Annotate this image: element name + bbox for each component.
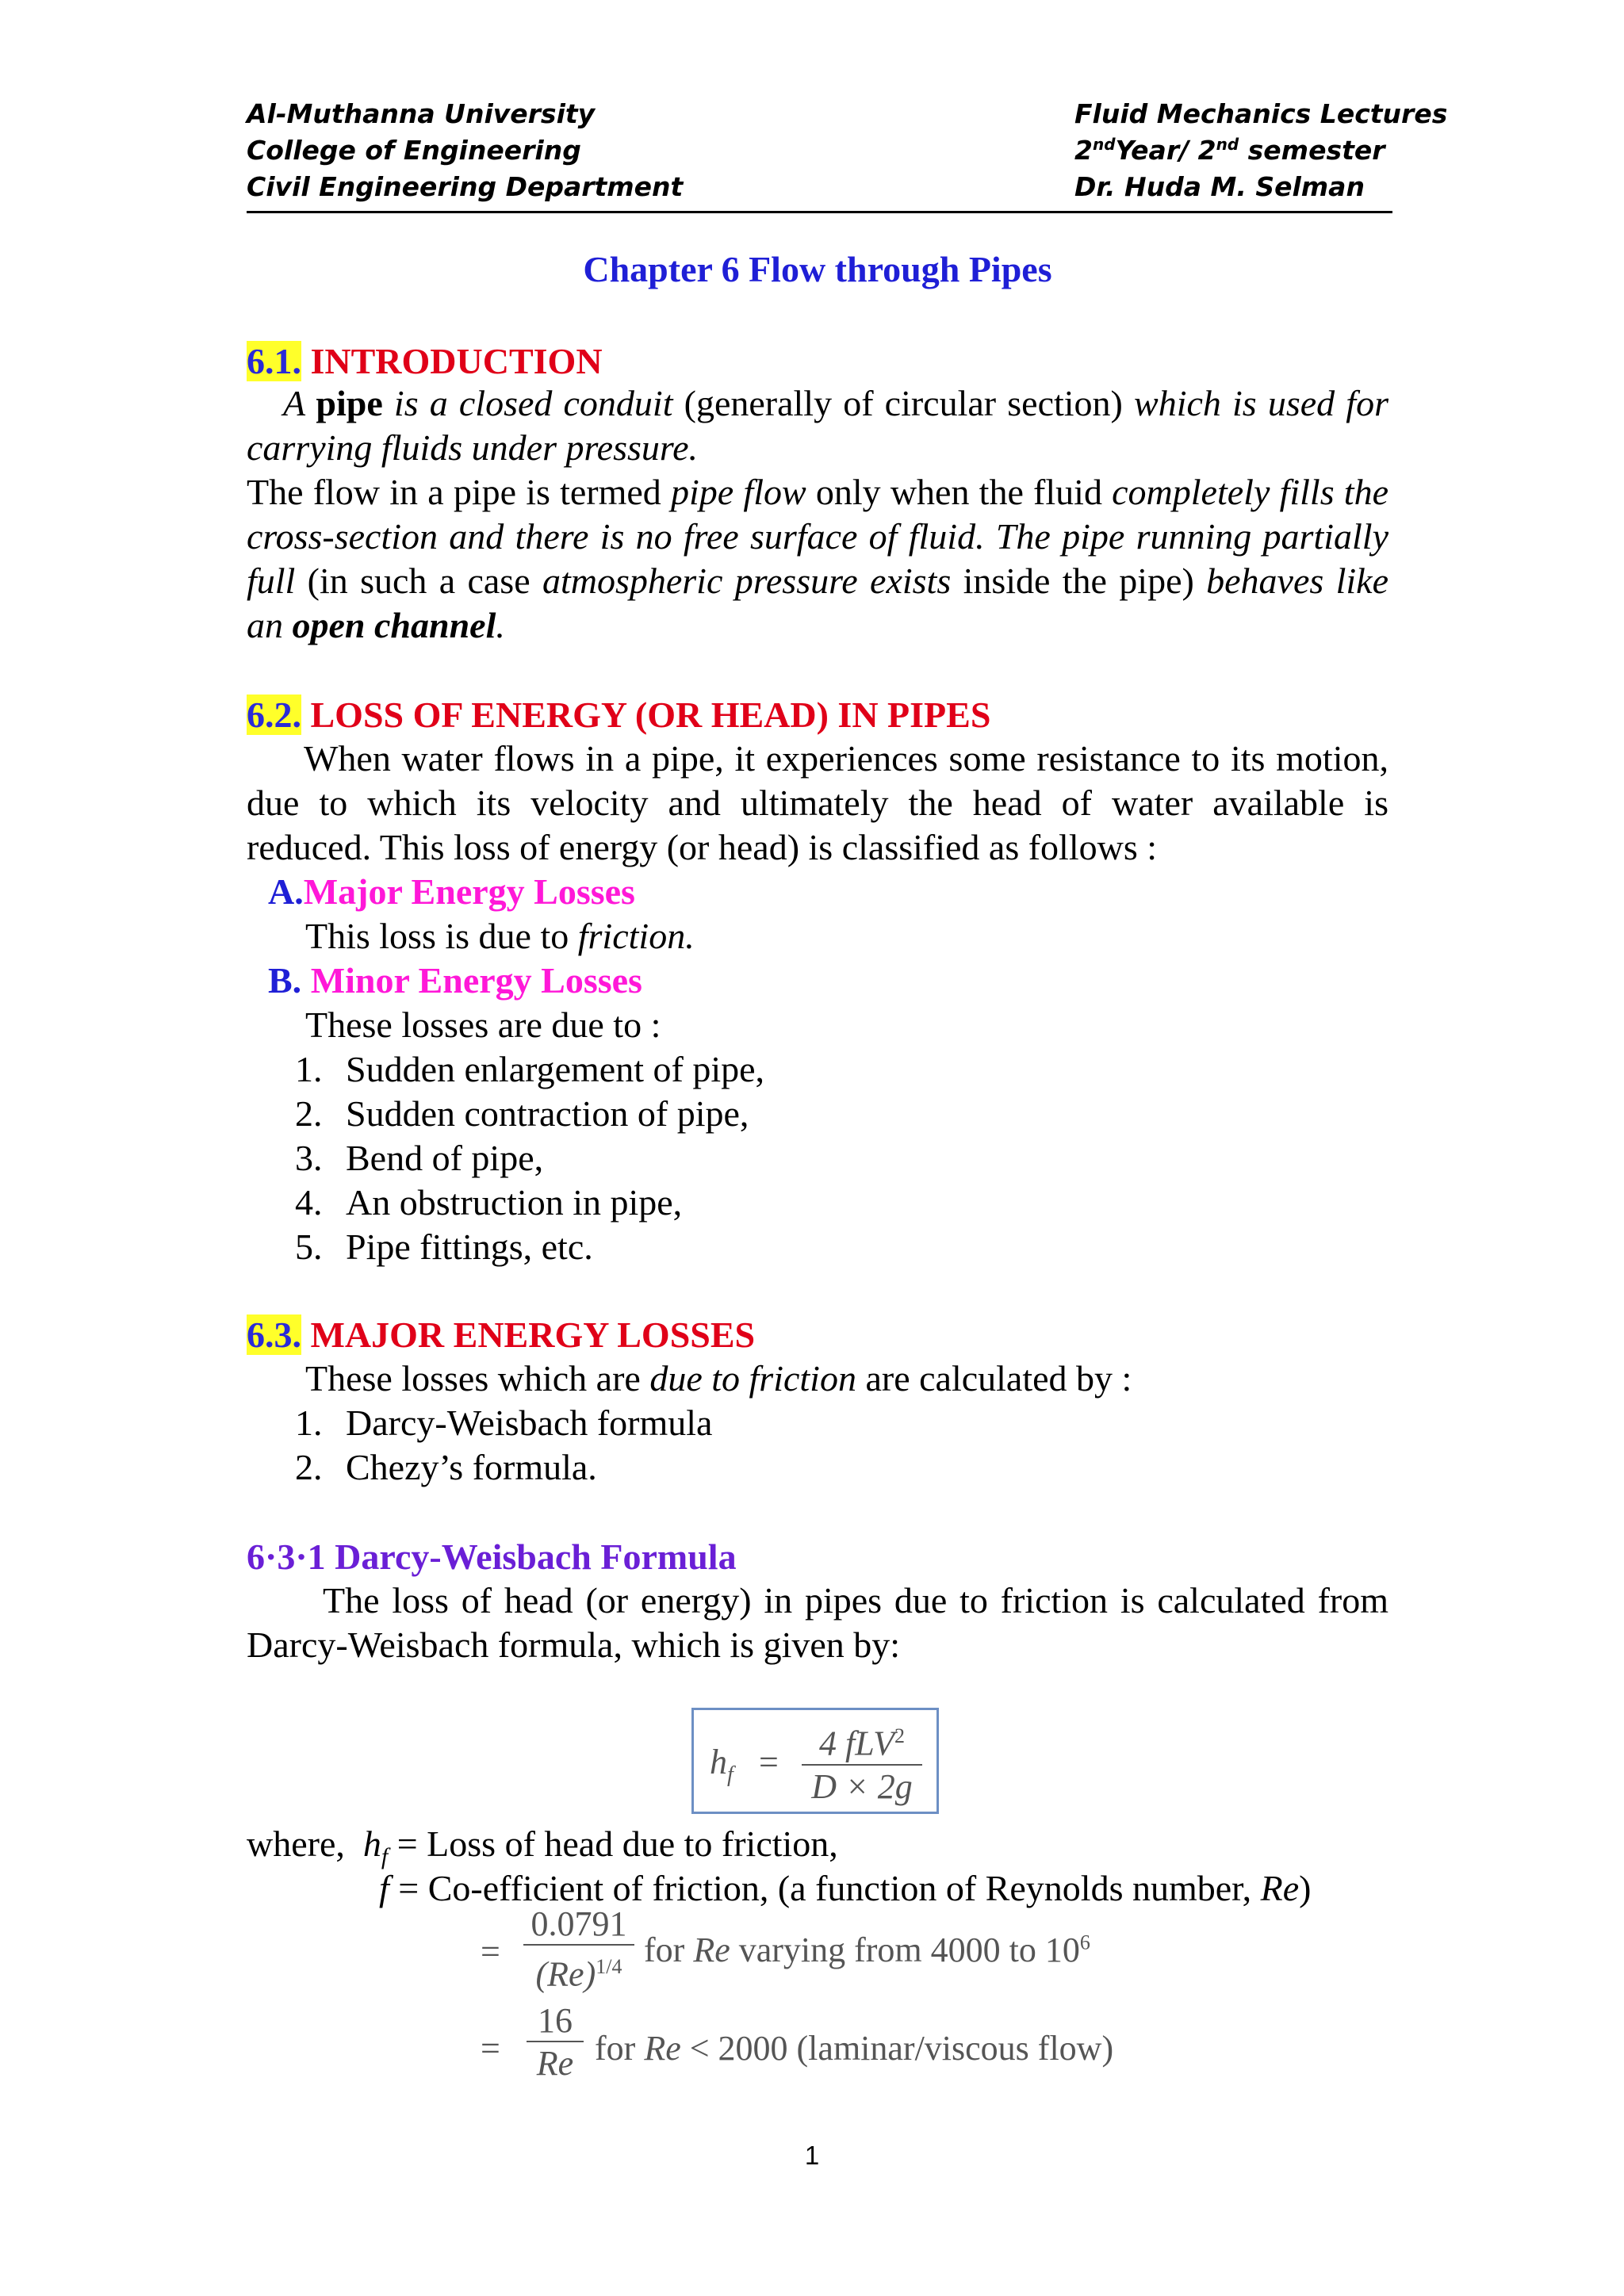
list-item: 1. Sudden enlargement of pipe, — [295, 1049, 765, 1089]
chapter-title: Chapter 6 Flow through Pipes — [583, 249, 1052, 289]
major-losses-intro: These losses which are due to friction are calculated by : — [305, 1358, 1132, 1399]
equation-lhs: $h_f$ — [710, 1743, 733, 1787]
section-number: 6.3. — [247, 1314, 301, 1355]
section-6-3-heading — [247, 1312, 755, 1358]
list-item: 1. Darcy-Weisbach formula — [295, 1402, 713, 1443]
section-number: 6.1. — [247, 341, 301, 381]
where-line-2: f = Co-efficient of friction, (a function of Reynolds number, Re) — [379, 1868, 1312, 1908]
intro-paragraph-2: The flow in a pipe is termed pipe flow only when the fluid completely fills the cross-section and there is no free surface of fluid. The pipe running partially full (in such a case atmospheric pressure exists inside the pipe) behaves like an open channel. — [247, 472, 1389, 645]
intro-paragraph-1: A pipe is a closed conduit (generally of circular section) which is used for carrying fluids under pressure. — [247, 383, 1388, 468]
header-department: Civil Engineering Department — [247, 171, 684, 202]
list-item: 3. Bend of pipe, — [295, 1138, 544, 1178]
equation-fraction: 4 fLV$^2$ D × 2g — [802, 1716, 922, 1808]
section-6-2-heading — [247, 692, 990, 738]
list-item: 4. An obstruction in pipe, — [295, 1182, 683, 1223]
list-item: 5. Pipe fittings, etc. — [295, 1226, 593, 1267]
minor-losses-heading: B. Minor Energy Losses — [268, 960, 642, 1001]
darcy-equation: $h_f$ = 4 fLV$^2$ D × 2g — [691, 1708, 939, 1814]
major-losses-heading: A.Major Energy Losses — [268, 871, 635, 912]
section-number: 6.2. — [247, 695, 301, 735]
major-losses-text: This loss is due to friction. — [305, 916, 695, 956]
loss-paragraph: When water flows in a pipe, it experiences some resistance to its motion, due to which its velocity and ultimately the head of water available is reduced. This loss of energy (or head) is classified as follows : — [247, 738, 1388, 867]
header-left — [247, 96, 683, 205]
list-item: 2. Chezy’s formula. — [295, 1447, 597, 1487]
section-title: LOSS OF ENERGY (OR HEAD) IN PIPES — [301, 695, 991, 735]
page-number: 1 — [804, 2141, 820, 2170]
section-6-1-heading — [247, 339, 603, 385]
where-line-1: where, $h_f$ = Loss of head due to friction, — [247, 1823, 838, 1870]
header-college: College of Engineering — [247, 135, 581, 166]
header-university: Al-Muthanna University — [247, 98, 596, 129]
formulas-list — [295, 1401, 712, 1490]
list-item: 2. Sudden contraction of pipe, — [295, 1093, 749, 1134]
darcy-paragraph: The loss of head (or energy) in pipes due to friction is calculated from Darcy-Weisbach formula, which is given by: — [247, 1580, 1388, 1665]
header-course: Fluid Mechanics Lectures — [1074, 98, 1448, 129]
minor-losses-list — [295, 1047, 764, 1269]
darcy-weisbach-heading: 6·3·1 Darcy-Weisbach Formula — [247, 1536, 737, 1577]
header-divider — [247, 211, 1392, 213]
document-page: Al-Muthanna University College of Engineering Civil Engineering Department Fluid Mechanics Lectures 2ndYear/ 2nd semester Dr. Huda M. Selman Chapter 6 Flow through Pipes 6.1. INTRODUCTION A pipe is a closed conduit (generally of circular section) which is used for carrying fluids under pressure. The flow in a pipe is termed pipe flow only when the fluid completely fills the cross-section and there is no free surface of fluid. The pipe running partially full (in such a case atmospheric pressure exists inside the pipe) behaves like an open channel. 6.2. LOSS OF ENERGY (OR HEAD) IN PIPES When water flows in a pipe, it experiences some resistance to its motion, due to which its velocity and ultimately the head of water available is reduced. This loss of energy (or head) is classified as follows : A.Major Energy Losses This loss is due to friction. B. Minor Energy Losses These losses are due to : 1. Sudden enlargement of pipe, 2. Sudden contraction of pipe, 3. Bend of pipe, 4. An obstruction in pipe, 5. Pipe fittings, etc. 6.3. MAJOR ENERGY LOSSES These losses which are due to friction are calculated by : 1. Darcy-Weisbach formula 2. Chezy’s formula. 6·3·1 Darcy-Weisbach Formula The loss of head (or energy) in pipes due to friction is calculated from Darcy-Weisbach formula, which is given by: $h_f$ = 4 fLV$^2$ D × 2g where, $h_f$ = Loss of head due to friction, f = Co-efficient of friction, (a function of Reynolds number, Re) = 0.0791 $(Re)^{1/4}$ for Re varying from 4000 to $10^6$ = 16 Re for Re < 2000 (laminar/viscous flow) 1 — [0, 0, 1624, 2296]
section-title: MAJOR ENERGY LOSSES — [301, 1314, 756, 1355]
header-lecturer: Dr. Huda M. Selman — [1074, 171, 1365, 202]
header-right — [1074, 96, 1447, 205]
section-title: INTRODUCTION — [301, 341, 603, 381]
header-year-semester: 2ndYear/ 2nd semester — [1074, 135, 1385, 166]
minor-losses-text: These losses are due to : — [305, 1004, 661, 1045]
